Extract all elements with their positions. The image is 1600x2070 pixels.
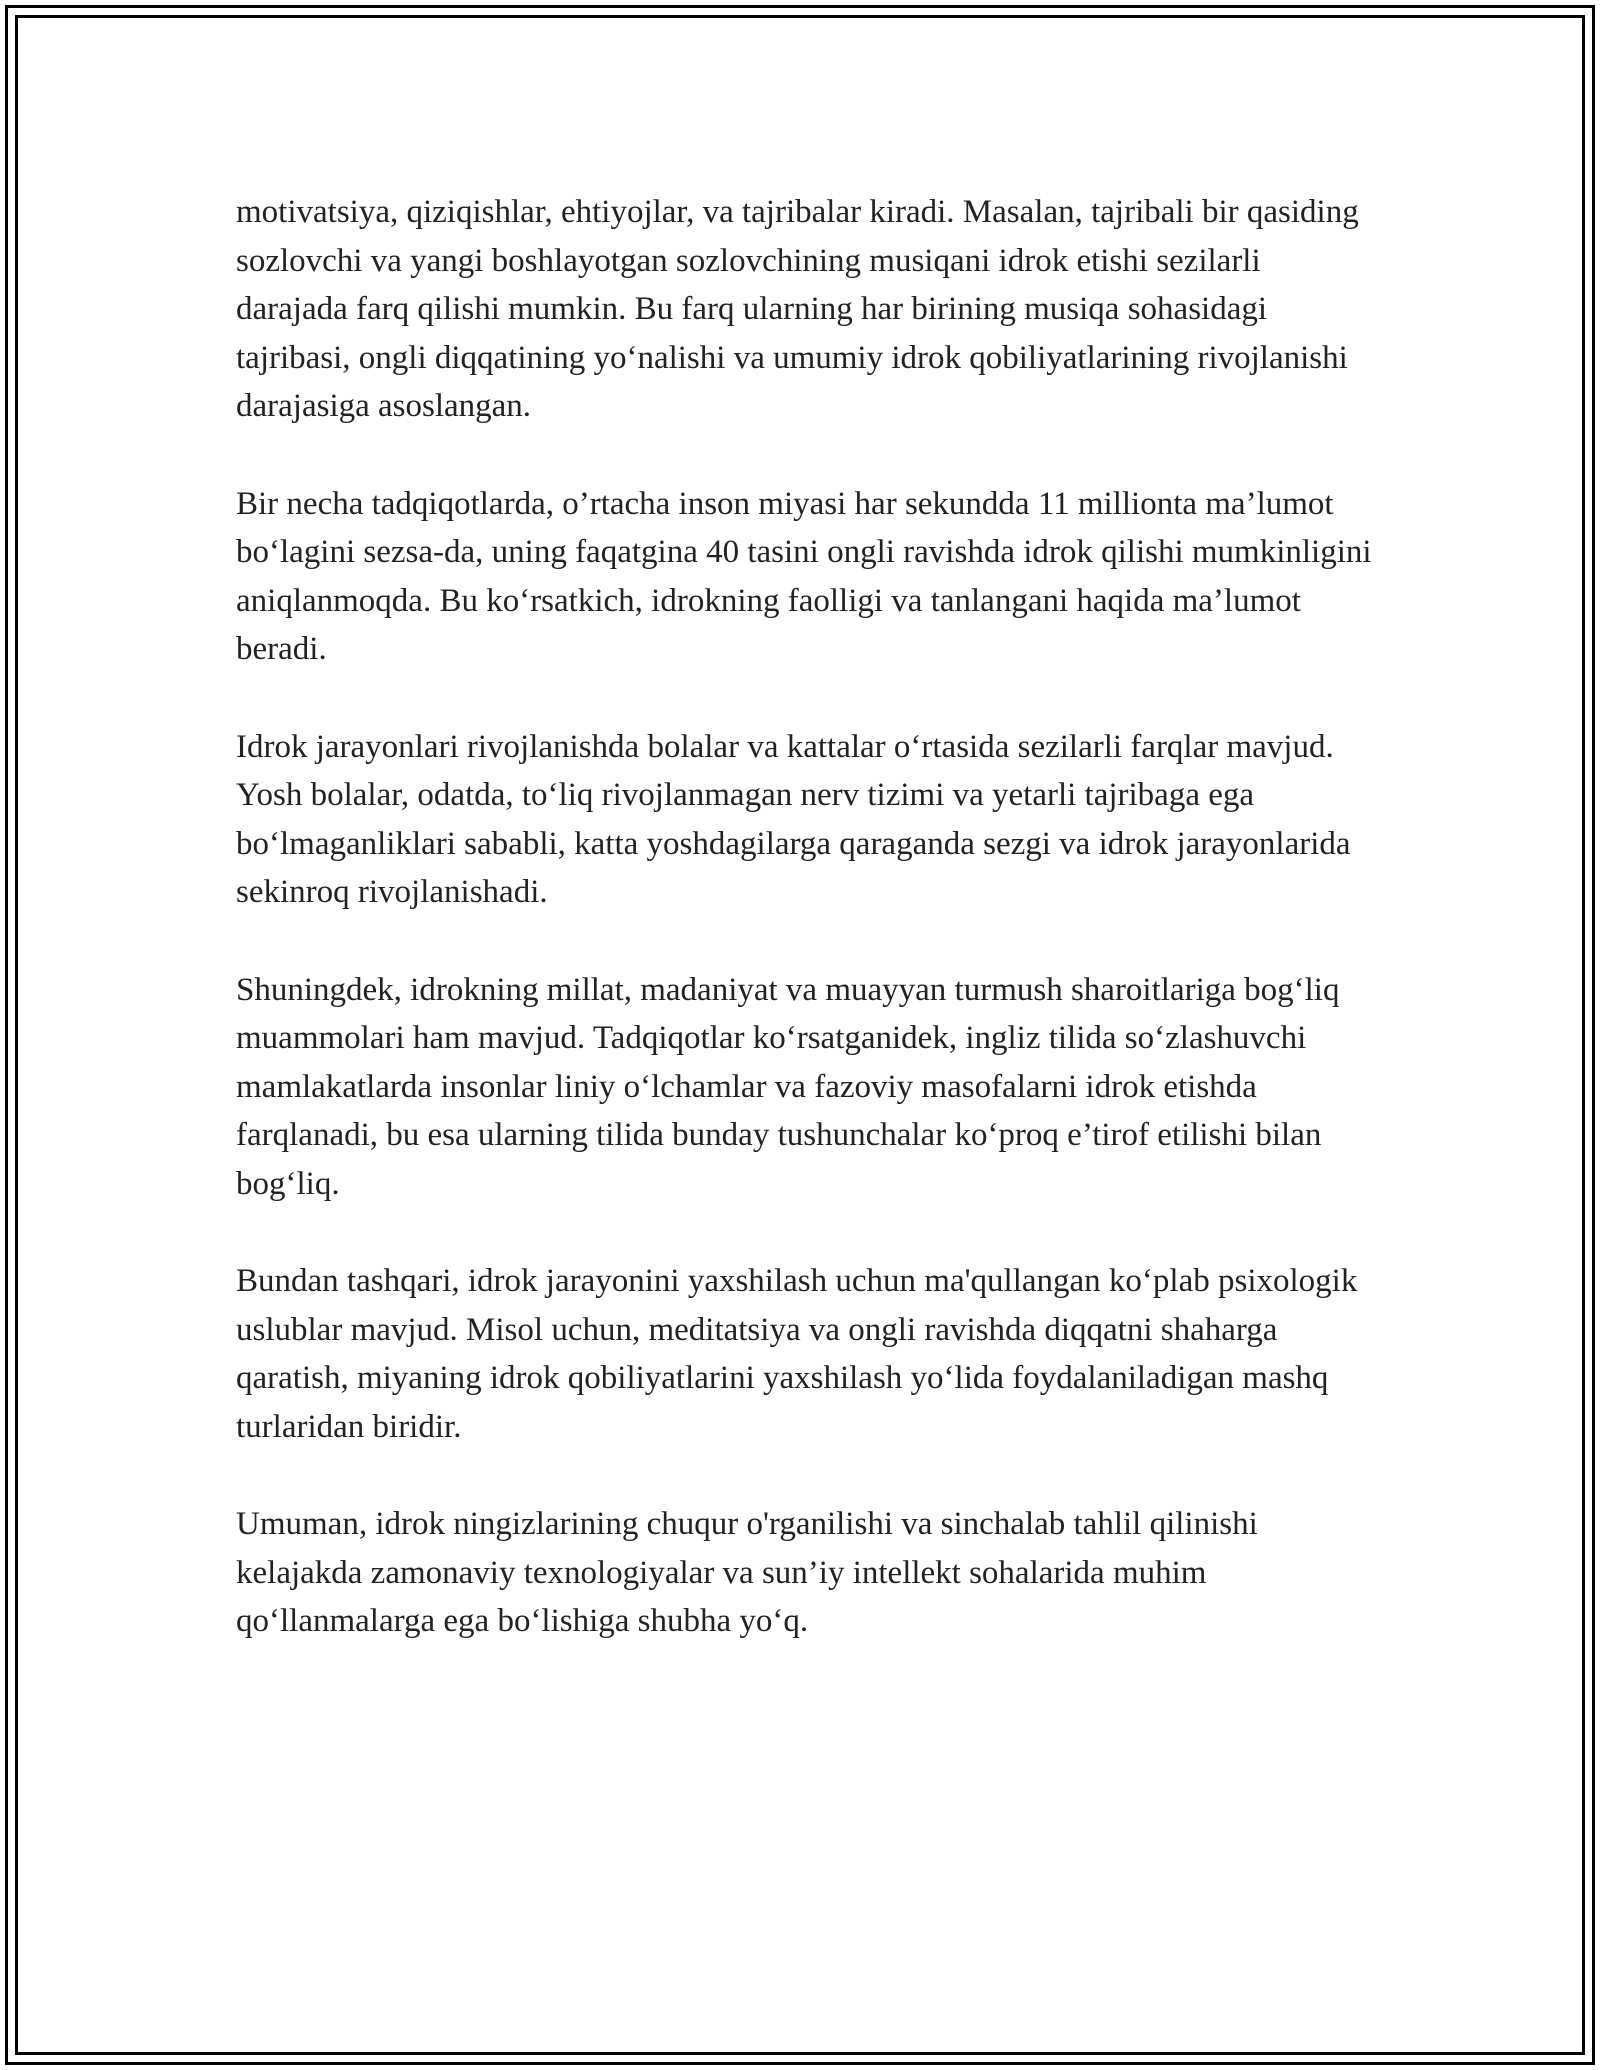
paragraph-6: Umuman, idrok ningizlarining chuqur o'rganilishi va sinchalab tahlil qilinishi kelajakda zamonaviy texnologiyalar va sun’iy intellekt sohalarida muhim qo‘llanmalarga ega bo‘lishiga shubha yo‘q. xyxy=(236,1506,1258,1640)
paragraph-1: motivatsiya, qiziqishlar, ehtiyojlar, va tajribalar kiradi. Masalan, tajribali bir qasiding sozlovchi va yangi boshlayotgan sozlovchining musiqani idrok etishi sezilarli darajada farq qilishi mumkin. Bu farq ularning har birining musiqa sohasidagi tajribasi, ongli diqqatining yo‘nalishi va umumiy idrok qobiliyatlarining rivojlanishi darajasiga asoslangan. xyxy=(236,194,1359,425)
paragraph-5: Bundan tashqari, idrok jarayonini yaxshilash uchun ma'qullangan ko‘plab psixologik uslublar mavjud. Misol uchun, meditatsiya va ongli ravishda diqqatni shaharga qaratish, miyaning idrok qobiliyatlarini yaxshilash yo‘lida foydalaniladigan mashq turlaridan biridir. xyxy=(236,1263,1358,1445)
paragraph-4: Shuningdek, idrokning millat, madaniyat va muayyan turmush sharoitlariga bog‘liq muammolari ham mavjud. Tadqiqotlar ko‘rsatganidek, ingliz tilida so‘zlashuvchi mamlakatlarda insonlar liniy o‘lchamlar va fazoviy masofalarni idrok etishda farqlanadi, bu esa ularning tilida bunday tushunchalar ko‘proq e’tirof etilishi bilan bog‘liq. xyxy=(236,971,1340,1202)
paragraph-3: Idrok jarayonlari rivojlanishda bolalar va kattalar o‘rtasida sezilarli farqlar mavjud. Yosh bolalar, odatda, to‘liq rivojlanmagan nerv tizimi va yetarli tajribaga ega bo‘lmaganliklari sababli, katta yoshdagilarga qaraganda sezgi va idrok jarayonlarida sekinroq rivojlanishadi. xyxy=(236,728,1351,911)
paragraph-2: Bir necha tadqiqotlarda, o’rtacha inson miyasi har sekundda 11 millionta ma’lumot bo‘lagini sezsa-da, uning faqatgina 40 tasini ongli ravishda idrok qilishi mumkinligini aniqlanmoqda. Bu ko‘rsatkich, idrokning faolligi va tanlangani haqida ma’lumot beradi. xyxy=(236,485,1372,668)
document-body xyxy=(236,188,1376,1646)
